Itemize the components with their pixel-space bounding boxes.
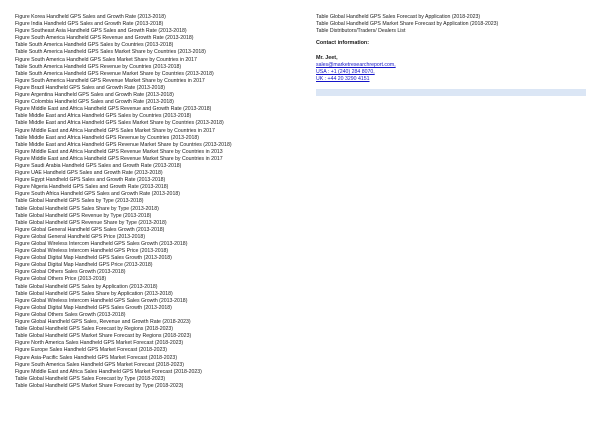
highlight-bar xyxy=(316,89,586,96)
list-item: Figure Brazil Handheld GPS Sales and Growth Rate (2013-2018) xyxy=(15,84,165,91)
list-item: Table Global Handheld GPS Revenue by Type (2013-2018) xyxy=(15,212,152,219)
list-item: Table Global Handheld GPS Market Share Forecast by Regions (2018-2023) xyxy=(15,333,192,340)
list-item: Figure Argentina Handheld GPS Sales and Growth Rate (2013-2018) xyxy=(15,92,174,99)
contact-phone-usa-link[interactable]: USA : +1 (240) 284 8070, xyxy=(316,68,375,75)
list-item: Figure Colombia Handheld GPS Sales and Growth Rate (2013-2018) xyxy=(15,99,174,106)
list-item: Figure South Africa Handheld GPS Sales and Growth Rate (2013-2018) xyxy=(15,191,180,198)
list-item: Table Global Handheld GPS Sales by Application (2013-2018) xyxy=(15,283,158,290)
list-item: Table Global Handheld GPS Sales Share by Application (2013-2018) xyxy=(15,290,173,297)
list-item: Figure South America Sales Handheld GPS Market Forecast (2018-2023) xyxy=(15,361,184,368)
list-item: Figure Southeast Asia Handheld GPS Sales and Growth Rate (2013-2018) xyxy=(15,28,187,35)
right-list xyxy=(316,14,586,35)
list-item: Table Global Handheld GPS Market Share Forecast by Type (2018-2023) xyxy=(15,382,184,389)
list-item: Figure Global Others Sales Growth (2013-2018) xyxy=(15,269,126,276)
list-item: Table Distributors/Traders/ Dealers List xyxy=(316,28,406,35)
list-item: Figure South America Handheld GPS Revenue Market Share by Countries in 2017 xyxy=(15,77,205,84)
list-item: Figure Global Digital Map Handheld GPS Sales Growth (2013-2018) xyxy=(15,304,172,311)
list-item: Figure Middle East and Africa Handheld GPS Revenue and Growth Rate (2013-2018) xyxy=(15,106,212,113)
contact-heading: Contact information: xyxy=(316,39,370,46)
list-item: Table South America Handheld GPS Revenue Market Share by Countries (2013-2018) xyxy=(15,70,214,77)
contact-email-link[interactable]: sales@marketresearchreport.com, xyxy=(316,61,396,68)
list-item: Figure South America Handheld GPS Sales Market Share by Countries in 2017 xyxy=(15,56,197,63)
list-item: Figure Global Handheld GPS Sales, Revenue and Growth Rate (2018-2023) xyxy=(15,319,191,326)
list-item: Figure Global Wireless Intercom Handheld GPS Sales Growth (2013-2018) xyxy=(15,241,188,247)
list-item: Table Global Handheld GPS Sales Forecast by Application (2018-2023) xyxy=(316,14,481,20)
list-item: Figure Nigeria Handheld GPS Sales and Growth Rate (2013-2018) xyxy=(15,184,169,191)
list-item: Table Global Handheld GPS Sales Forecast by Type (2018-2023) xyxy=(15,375,166,382)
list-item: Table Middle East and Africa Handheld GPS Revenue Market Share by Countries (2013-2018) xyxy=(15,141,232,148)
list-item: Figure Saudi Arabia Handheld GPS Sales and Growth Rate (2013-2018) xyxy=(15,162,182,169)
right-column xyxy=(316,14,586,96)
list-item: Table Global Handheld GPS Sales Share by Type (2013-2018) xyxy=(15,205,159,212)
list-item: Figure India Handheld GPS Sales and Growth Rate (2013-2018) xyxy=(15,21,164,28)
list-item: Figure Global Digital Map Handheld GPS Price (2013-2018) xyxy=(15,262,153,269)
list-item: Table South America Handheld GPS Revenue by Countries (2013-2018) xyxy=(15,63,182,70)
list-item: Figure Global Wireless Intercom Handheld GPS Sales Growth (2013-2018) xyxy=(15,297,188,304)
list-item: Figure Global Wireless Intercom Handheld GPS Price (2013-2018) xyxy=(15,248,169,255)
list-item: Figure Middle East and Africa Handheld GPS Revenue Market Share by Countries in 2013 xyxy=(15,148,223,155)
list-item: Table South America Handheld GPS Sales Market Share by Countries (2013-2018) xyxy=(15,49,206,56)
list-item: Table Middle East and Africa Handheld GPS Sales by Countries (2013-2018) xyxy=(15,113,192,120)
list-item: Figure Korea Handheld GPS Sales and Growth Rate (2013-2018) xyxy=(15,14,166,20)
list-item: Figure Global General Handheld GPS Sales Growth (2013-2018) xyxy=(15,226,165,233)
list-item: Figure Egypt Handheld GPS Sales and Growth Rate (2013-2018) xyxy=(15,177,166,184)
list-item: Figure Global Others Price (2013-2018) xyxy=(15,276,107,283)
list-item: Table Global Handheld GPS Sales by Type (2013-2018) xyxy=(15,198,144,205)
list-item: Table Global Handheld GPS Sales Forecast by Regions (2018-2023) xyxy=(15,326,174,333)
list-item: Figure Global Digital Map Handheld GPS Sales Growth (2013-2018) xyxy=(15,255,172,262)
list-item: Table Middle East and Africa Handheld GPS Revenue by Countries (2013-2018) xyxy=(15,134,199,141)
list-item: Figure UAE Handheld GPS Sales and Growth Rate (2013-2018) xyxy=(15,170,163,177)
list-item: Figure Middle East and Africa Handheld GPS Revenue Market Share by Countries in 2017 xyxy=(15,155,223,162)
list-item: Figure Middle East and Africa Sales Handheld GPS Market Forecast (2018-2023) xyxy=(15,368,202,375)
list-item: Table South America Handheld GPS Sales by Countries (2013-2018) xyxy=(15,42,174,49)
list-item: Figure Europe Sales Handheld GPS Market Forecast (2018-2023) xyxy=(15,347,167,354)
list-item: Table Middle East and Africa Handheld GPS Sales Market Share by Countries (2013-2018) xyxy=(15,120,224,127)
list-item: Figure North America Sales Handheld GPS Market Forecast (2018-2023) xyxy=(15,340,184,347)
list-item: Figure Global General Handheld GPS Price (2013-2018) xyxy=(15,233,146,240)
contact-name: Mr. Jeet, xyxy=(316,54,338,61)
list-item: Table Global Handheld GPS Revenue Share by Type (2013-2018) xyxy=(15,219,167,226)
list-item: Figure Global Others Sales Growth (2013-2018) xyxy=(15,311,126,318)
list-item: Figure Middle East and Africa Handheld GPS Sales Market Share by Countries in 2017 xyxy=(15,127,215,134)
left-column xyxy=(15,14,300,390)
list-item: Figure South America Handheld GPS Revenue and Growth Rate (2013-2018) xyxy=(15,35,194,42)
list-item: Figure Asia-Pacific Sales Handheld GPS Market Forecast (2018-2023) xyxy=(15,354,178,361)
list-item: Table Global Handheld GPS Market Share Forecast by Application (2018-2023) xyxy=(316,21,499,28)
contact-phone-uk-link[interactable]: UK : +44 20 3290 4151 xyxy=(316,75,370,82)
